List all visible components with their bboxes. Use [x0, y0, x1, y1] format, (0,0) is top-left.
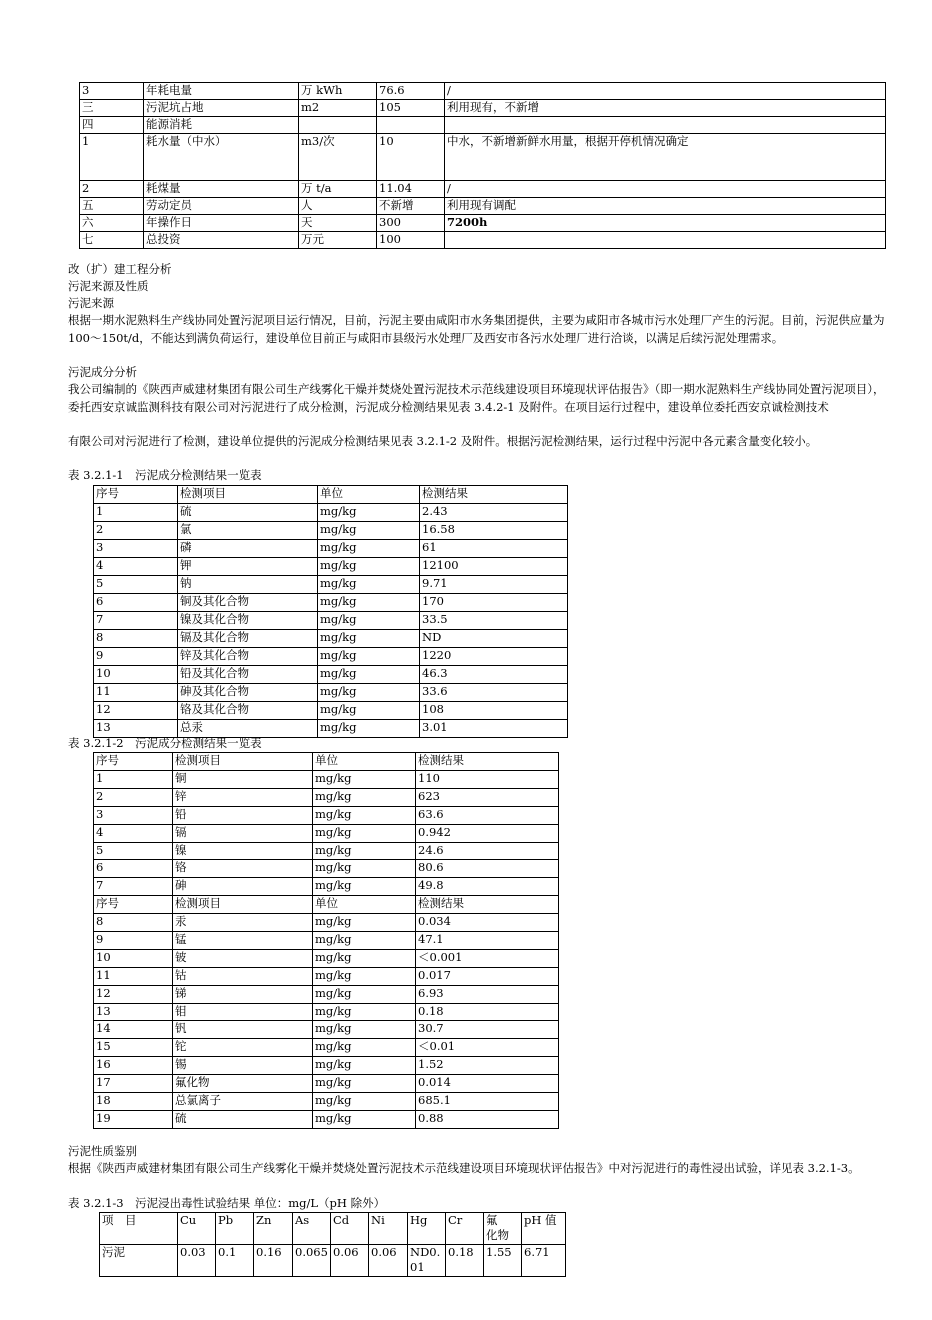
table-cell: 11.04: [377, 181, 445, 198]
table-cell: 中水，不新增新鲜水用量，根据开停机情况确定: [445, 134, 886, 181]
table-cell: 15: [94, 1039, 173, 1057]
table-cell: mg/kg: [313, 932, 416, 950]
table-cell: 80.6: [416, 860, 559, 878]
table-cell: 4: [94, 824, 173, 842]
table-cell: 8: [94, 914, 173, 932]
table-cell: 1: [94, 771, 173, 789]
table-cell: 劳动定员: [144, 198, 299, 215]
table-cell: 3: [94, 806, 173, 824]
table-cell: 1220: [420, 648, 568, 666]
table-cell: 623: [416, 788, 559, 806]
table-cell: mg/kg: [313, 788, 416, 806]
table-cell: 46.3: [420, 666, 568, 684]
table-cell: ＜0.001: [416, 949, 559, 967]
paragraph-composition-monitoring: 有限公司对污泥进行了检测，建设单位提供的污泥成分检测结果见表 3.2.1-2 及附件。根据污泥检测结果，运行过程中污泥中各元素含量变化较小。: [68, 434, 818, 448]
table-row: [94, 771, 559, 789]
table-row: [94, 1110, 559, 1128]
table-cell: mg/kg: [313, 1039, 416, 1057]
table-cell: 8: [94, 630, 178, 648]
table-row: [80, 232, 886, 249]
paragraph-sludge-source: 根据一期水泥熟料生产线协同处置污泥项目运行情况，目前，污泥主要由咸阳市水务集团提供，主要为咸阳市各城市污水处理厂产生的污泥。目前，污泥供应量为 100～150t/d，不能达到满负荷运行，建设单位目前正与咸阳市县级污水处理厂及西安市各污水处理厂进行洽谈，以满足后续污泥处理需求。: [68, 313, 885, 345]
table-cell: [445, 117, 886, 134]
table-row: [94, 540, 568, 558]
table-cell: 0.06: [369, 1245, 408, 1277]
table-cell: 10: [94, 949, 173, 967]
table-cell: 6.93: [416, 985, 559, 1003]
table-cell: mg/kg: [313, 860, 416, 878]
table-cell: 33.6: [420, 684, 568, 702]
table-cell: 7200h: [445, 215, 886, 232]
table-cell: 六: [80, 215, 144, 232]
table-row: [94, 1021, 559, 1039]
table-cell: 镍及其化合物: [178, 612, 318, 630]
table-cell: 13: [94, 1003, 173, 1021]
table-row: [94, 612, 568, 630]
table-cell: 49.8: [416, 878, 559, 896]
table-cell: 总氯离子: [173, 1093, 313, 1111]
table-cell: 0.065: [293, 1245, 331, 1277]
table-header-row: [100, 1213, 566, 1245]
table-cell: m2: [299, 100, 377, 117]
column-header: 检测结果: [420, 486, 568, 504]
table-row: [94, 1093, 559, 1111]
table-cell: 170: [420, 594, 568, 612]
table-cell: 镉及其化合物: [178, 630, 318, 648]
table-cell: mg/kg: [313, 949, 416, 967]
table-cell: 9: [94, 932, 173, 950]
table-cell: 24.6: [416, 842, 559, 860]
table-cell: mg/kg: [318, 630, 420, 648]
table-cell: 3: [80, 83, 144, 100]
column-header: 单位: [318, 486, 420, 504]
table-row: [94, 788, 559, 806]
table-row: [94, 806, 559, 824]
table-cell: 2: [80, 181, 144, 198]
table-cell: 利用现有，不新增: [445, 100, 886, 117]
table-cell: 年耗电量: [144, 83, 299, 100]
table-row: [94, 594, 568, 612]
table-cell: 铅: [173, 806, 313, 824]
paragraph-composition-report: 我公司编制的《陕西声威建材集团有限公司生产线雾化干燥并焚烧处置污泥技术示范线建设项目环境现状评估报告》（即一期水泥熟料生产线协同处置污泥项目），委托西安京诚监测科技有限公司对污泥进行了成分检测，污泥成分检测结果见表 3.4.2-1 及附件。在项目运行过程中，建设单位委托西安京诚检测技术: [68, 382, 885, 414]
table-cell: 6: [94, 594, 178, 612]
table-row: [80, 100, 886, 117]
table-cell: 19: [94, 1110, 173, 1128]
top-summary-table: [79, 82, 886, 249]
table-cell: 锰: [173, 932, 313, 950]
table-cell: 钠: [178, 576, 318, 594]
table-cell: 0.014: [416, 1075, 559, 1093]
table-cell: 不新增: [377, 198, 445, 215]
table-cell: 砷: [173, 878, 313, 896]
table-cell: 镍: [173, 842, 313, 860]
table-caption-1: 表 3.2.1-1 污泥成分检测结果一览表: [68, 468, 262, 482]
table-cell: 磷: [178, 540, 318, 558]
table-row: [94, 896, 559, 914]
table-cell: 11: [94, 967, 173, 985]
table-cell: 砷及其化合物: [178, 684, 318, 702]
table-cell: 105: [377, 100, 445, 117]
table-cell: 12: [94, 985, 173, 1003]
table-cell: 110: [416, 771, 559, 789]
table-row: [94, 702, 568, 720]
column-header: 序号: [94, 753, 173, 771]
column-header: Ni: [369, 1213, 408, 1245]
table-cell: 11: [94, 684, 178, 702]
table-row: [94, 576, 568, 594]
table-cell: 锌及其化合物: [178, 648, 318, 666]
table-cell: m3/次: [299, 134, 377, 181]
table-cell: 16.58: [420, 522, 568, 540]
table-cell: 5: [94, 842, 173, 860]
table-cell: mg/kg: [313, 806, 416, 824]
table-cell: 0.017: [416, 967, 559, 985]
column-header: Pb: [216, 1213, 254, 1245]
table-cell: ND: [420, 630, 568, 648]
table-cell: [377, 117, 445, 134]
table-row: [100, 1245, 566, 1277]
table-cell: 利用现有调配: [445, 198, 886, 215]
table-row: [94, 860, 559, 878]
table-cell: 108: [420, 702, 568, 720]
table-cell: mg/kg: [313, 985, 416, 1003]
table-row: [94, 1039, 559, 1057]
table-cell: 年操作日: [144, 215, 299, 232]
table-cell: 0.88: [416, 1110, 559, 1128]
column-header: Cd: [331, 1213, 369, 1245]
table-cell: 10: [94, 666, 178, 684]
table-cell: 7: [94, 878, 173, 896]
table-cell: 33.5: [420, 612, 568, 630]
table-row: [94, 824, 559, 842]
table-cell: mg/kg: [318, 522, 420, 540]
column-header: Zn: [254, 1213, 293, 1245]
table-row: [94, 985, 559, 1003]
table-cell: 钴: [173, 967, 313, 985]
table-cell: mg/kg: [318, 594, 420, 612]
table-cell: 13: [94, 720, 178, 738]
composition-table-2: [93, 752, 559, 1129]
table-row: [94, 1003, 559, 1021]
table-row: [80, 198, 886, 215]
table-cell: [299, 117, 377, 134]
table-cell: 0.06: [331, 1245, 369, 1277]
table-cell: 总汞: [178, 720, 318, 738]
table-cell: mg/kg: [318, 684, 420, 702]
table-row: [94, 949, 559, 967]
table-cell: 2: [94, 788, 173, 806]
column-header: 氟 化物: [484, 1213, 522, 1245]
table-cell: 万 kWh: [299, 83, 377, 100]
table-cell: 63.6: [416, 806, 559, 824]
table-cell: 污泥: [100, 1245, 178, 1277]
section-heading-composition: 污泥成分分析: [68, 365, 137, 379]
table-cell: 钼: [173, 1003, 313, 1021]
table-cell: 0.1: [216, 1245, 254, 1277]
column-header: pH 值: [522, 1213, 566, 1245]
table-cell: mg/kg: [313, 878, 416, 896]
table-cell: 污泥坑占地: [144, 100, 299, 117]
table-cell: 100: [377, 232, 445, 249]
table-cell: 铊: [173, 1039, 313, 1057]
table-cell: 铜及其化合物: [178, 594, 318, 612]
table-header-row: [94, 753, 559, 771]
table-cell: 铅及其化合物: [178, 666, 318, 684]
table-cell: 3: [94, 540, 178, 558]
table-cell: 钒: [173, 1021, 313, 1039]
table-cell: 2.43: [420, 504, 568, 522]
table-cell: 三: [80, 100, 144, 117]
table-cell: mg/kg: [318, 540, 420, 558]
table-cell: mg/kg: [313, 1003, 416, 1021]
table-cell: 锌: [173, 788, 313, 806]
table-cell: 检测结果: [416, 896, 559, 914]
table-caption-2: 表 3.2.1-2 污泥成分检测结果一览表: [68, 736, 262, 750]
table-row: [94, 914, 559, 932]
table-cell: 硫: [173, 1110, 313, 1128]
table-row: [94, 648, 568, 666]
table-cell: mg/kg: [318, 720, 420, 738]
table-row: [94, 932, 559, 950]
table-cell: 铬: [173, 860, 313, 878]
table-cell: 万 t/a: [299, 181, 377, 198]
table-cell: 18: [94, 1093, 173, 1111]
table-row: [94, 666, 568, 684]
section-heading-source: 污泥来源: [68, 296, 114, 310]
table-row: [94, 684, 568, 702]
table-cell: [445, 232, 886, 249]
table-cell: 16: [94, 1057, 173, 1075]
table-row: [80, 215, 886, 232]
table-row: [94, 558, 568, 576]
table-caption-3: 表 3.2.1-3 污泥浸出毒性试验结果 单位：mg/L（pH 除外）: [68, 1196, 386, 1210]
table-cell: mg/kg: [318, 558, 420, 576]
table-cell: mg/kg: [318, 504, 420, 522]
table-cell: 汞: [173, 914, 313, 932]
table-cell: 9.71: [420, 576, 568, 594]
table-cell: ＜0.01: [416, 1039, 559, 1057]
leaching-toxicity-table: [99, 1212, 566, 1277]
table-cell: 4: [94, 558, 178, 576]
table-row: [94, 967, 559, 985]
column-header: 检测项目: [178, 486, 318, 504]
table-cell: 1.52: [416, 1057, 559, 1075]
column-header: Hg: [408, 1213, 446, 1245]
table-cell: /: [445, 181, 886, 198]
table-cell: 1: [80, 134, 144, 181]
table-row: [94, 522, 568, 540]
table-cell: 铍: [173, 949, 313, 967]
table-cell: 7: [94, 612, 178, 630]
table-cell: mg/kg: [313, 1021, 416, 1039]
table-cell: mg/kg: [318, 648, 420, 666]
table-cell: 47.1: [416, 932, 559, 950]
table-row: [80, 117, 886, 134]
table-cell: mg/kg: [313, 1075, 416, 1093]
table-row: [94, 878, 559, 896]
table-cell: 300: [377, 215, 445, 232]
table-cell: 6: [94, 860, 173, 878]
table-cell: 序号: [94, 896, 173, 914]
table-cell: 30.7: [416, 1021, 559, 1039]
table-cell: /: [445, 83, 886, 100]
table-cell: 总投资: [144, 232, 299, 249]
table-cell: 9: [94, 648, 178, 666]
table-row: [94, 1057, 559, 1075]
table-row: [80, 83, 886, 100]
table-cell: 0.942: [416, 824, 559, 842]
table-header-row: [94, 486, 568, 504]
table-cell: 能源消耗: [144, 117, 299, 134]
table-cell: 硫: [178, 504, 318, 522]
table-cell: 0.034: [416, 914, 559, 932]
table-cell: 七: [80, 232, 144, 249]
table-cell: 0.16: [254, 1245, 293, 1277]
table-row: [94, 504, 568, 522]
column-header: 检测结果: [416, 753, 559, 771]
table-cell: 铜: [173, 771, 313, 789]
table-cell: 人: [299, 198, 377, 215]
table-cell: 61: [420, 540, 568, 558]
table-cell: 单位: [313, 896, 416, 914]
table-cell: mg/kg: [313, 1110, 416, 1128]
table-cell: 1.55: [484, 1245, 522, 1277]
table-cell: mg/kg: [313, 771, 416, 789]
table-cell: 12100: [420, 558, 568, 576]
table-cell: 锑: [173, 985, 313, 1003]
table-cell: mg/kg: [318, 576, 420, 594]
table-cell: 锡: [173, 1057, 313, 1075]
table-cell: 耗煤量: [144, 181, 299, 198]
table-row: [80, 134, 886, 181]
section-heading-source-nature: 污泥来源及性质: [68, 279, 149, 293]
table-cell: ND0.01: [408, 1245, 446, 1277]
table-cell: 四: [80, 117, 144, 134]
table-cell: 钾: [178, 558, 318, 576]
table-cell: 14: [94, 1021, 173, 1039]
table-cell: mg/kg: [318, 666, 420, 684]
table-cell: 天: [299, 215, 377, 232]
table-cell: 1: [94, 504, 178, 522]
table-cell: mg/kg: [313, 842, 416, 860]
table-cell: 2: [94, 522, 178, 540]
table-cell: 17: [94, 1075, 173, 1093]
table-cell: mg/kg: [313, 914, 416, 932]
table-row: [94, 1075, 559, 1093]
column-header: Cu: [178, 1213, 216, 1245]
section-heading-expansion: 改（扩）建工程分析: [68, 262, 172, 276]
table-cell: mg/kg: [318, 702, 420, 720]
table-cell: 镉: [173, 824, 313, 842]
table-cell: mg/kg: [313, 967, 416, 985]
table-cell: 0.18: [446, 1245, 484, 1277]
table-cell: 3.01: [420, 720, 568, 738]
column-header: Cr: [446, 1213, 484, 1245]
table-cell: 5: [94, 576, 178, 594]
table-row: [94, 630, 568, 648]
table-cell: 万元: [299, 232, 377, 249]
column-header: 检测项目: [173, 753, 313, 771]
table-cell: 6.71: [522, 1245, 566, 1277]
table-cell: mg/kg: [313, 1093, 416, 1111]
table-row: [80, 181, 886, 198]
table-cell: mg/kg: [313, 824, 416, 842]
table-cell: 12: [94, 702, 178, 720]
table-cell: 氟化物: [173, 1075, 313, 1093]
table-cell: 10: [377, 134, 445, 181]
column-header: As: [293, 1213, 331, 1245]
table-row: [94, 842, 559, 860]
table-cell: 耗水量（中水）: [144, 134, 299, 181]
composition-table-1: [93, 485, 568, 738]
section-heading-identification: 污泥性质鉴别: [68, 1144, 137, 1158]
table-cell: mg/kg: [318, 612, 420, 630]
table-cell: mg/kg: [313, 1057, 416, 1075]
column-header: 项 目: [100, 1213, 178, 1245]
table-cell: 0.18: [416, 1003, 559, 1021]
paragraph-leaching-test: 根据《陕西声威建材集团有限公司生产线雾化干燥并焚烧处置污泥技术示范线建设项目环境现状评估报告》中对污泥进行的毒性浸出试验，详见表 3.2.1-3。: [68, 1161, 860, 1175]
table-cell: 五: [80, 198, 144, 215]
column-header: 单位: [313, 753, 416, 771]
column-header: 序号: [94, 486, 178, 504]
table-cell: 氯: [178, 522, 318, 540]
table-cell: 检测项目: [173, 896, 313, 914]
table-cell: 76.6: [377, 83, 445, 100]
table-cell: 685.1: [416, 1093, 559, 1111]
table-cell: 0.03: [178, 1245, 216, 1277]
table-cell: 铬及其化合物: [178, 702, 318, 720]
